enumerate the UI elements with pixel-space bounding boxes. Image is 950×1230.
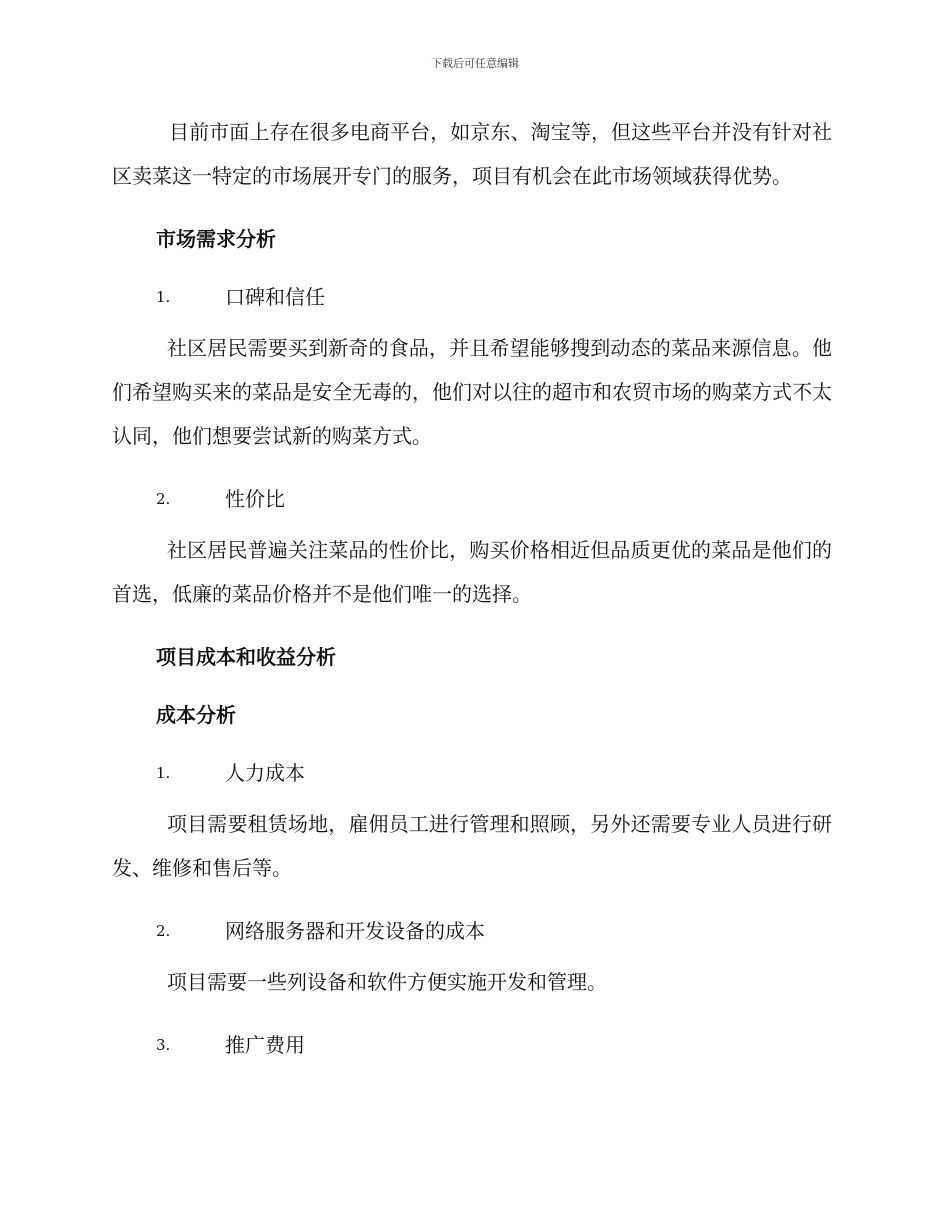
list-item-value: [112, 470, 832, 528]
list-number: 2.: [156, 490, 171, 508]
list-number: 1.: [156, 764, 171, 782]
list-label: 人力成本: [225, 761, 305, 785]
section-heading-cost-revenue: 项目成本和收益分析: [156, 645, 336, 669]
list-label: 性价比: [225, 487, 285, 511]
paragraph-reputation: 社区居民需要买到新奇的食品，并且希望能够搜到动态的菜品来源信息。他们希望购买来的菜品是安全无毒的，他们对以往的超市和农贸市场的购菜方式不太认同，他们想要尝试新的购菜方式。: [112, 336, 832, 448]
list-label: 口碑和信任: [225, 285, 325, 309]
list-item-labor-cost: [112, 744, 832, 802]
document-body: [112, 110, 832, 1074]
paragraph-server-cost: 项目需要一些列设备和软件方便实施开发和管理。: [167, 970, 607, 994]
section-heading-market-demand: 市场需求分析: [156, 227, 276, 251]
list-label: 推广费用: [225, 1033, 305, 1057]
list-number: 2.: [156, 922, 171, 940]
list-item-promotion-cost: [112, 1016, 832, 1074]
paragraph-value: 社区居民普遍关注菜品的性价比，购买价格相近但品质更优的菜品是他们的首选，低廉的菜品价格并不是他们唯一的选择。: [112, 538, 832, 606]
section-heading-cost-analysis: 成本分析: [156, 703, 236, 727]
list-label: 网络服务器和开发设备的成本: [225, 919, 485, 943]
page-header: 下载后可任意编辑: [431, 57, 519, 70]
list-item-server-cost: [112, 902, 832, 960]
paragraph-labor-cost: 项目需要租赁场地，雇佣员工进行管理和照顾，另外还需要专业人员进行研发、维修和售后等。: [112, 812, 832, 880]
list-item-reputation: [112, 268, 832, 326]
list-number: 3.: [156, 1036, 171, 1054]
paragraph-intro: 目前市面上存在很多电商平台，如京东、淘宝等，但这些平台并没有针对社区卖菜这一特定的市场展开专门的服务，项目有机会在此市场领域获得优势。: [112, 120, 832, 188]
list-number: 1.: [156, 288, 171, 306]
